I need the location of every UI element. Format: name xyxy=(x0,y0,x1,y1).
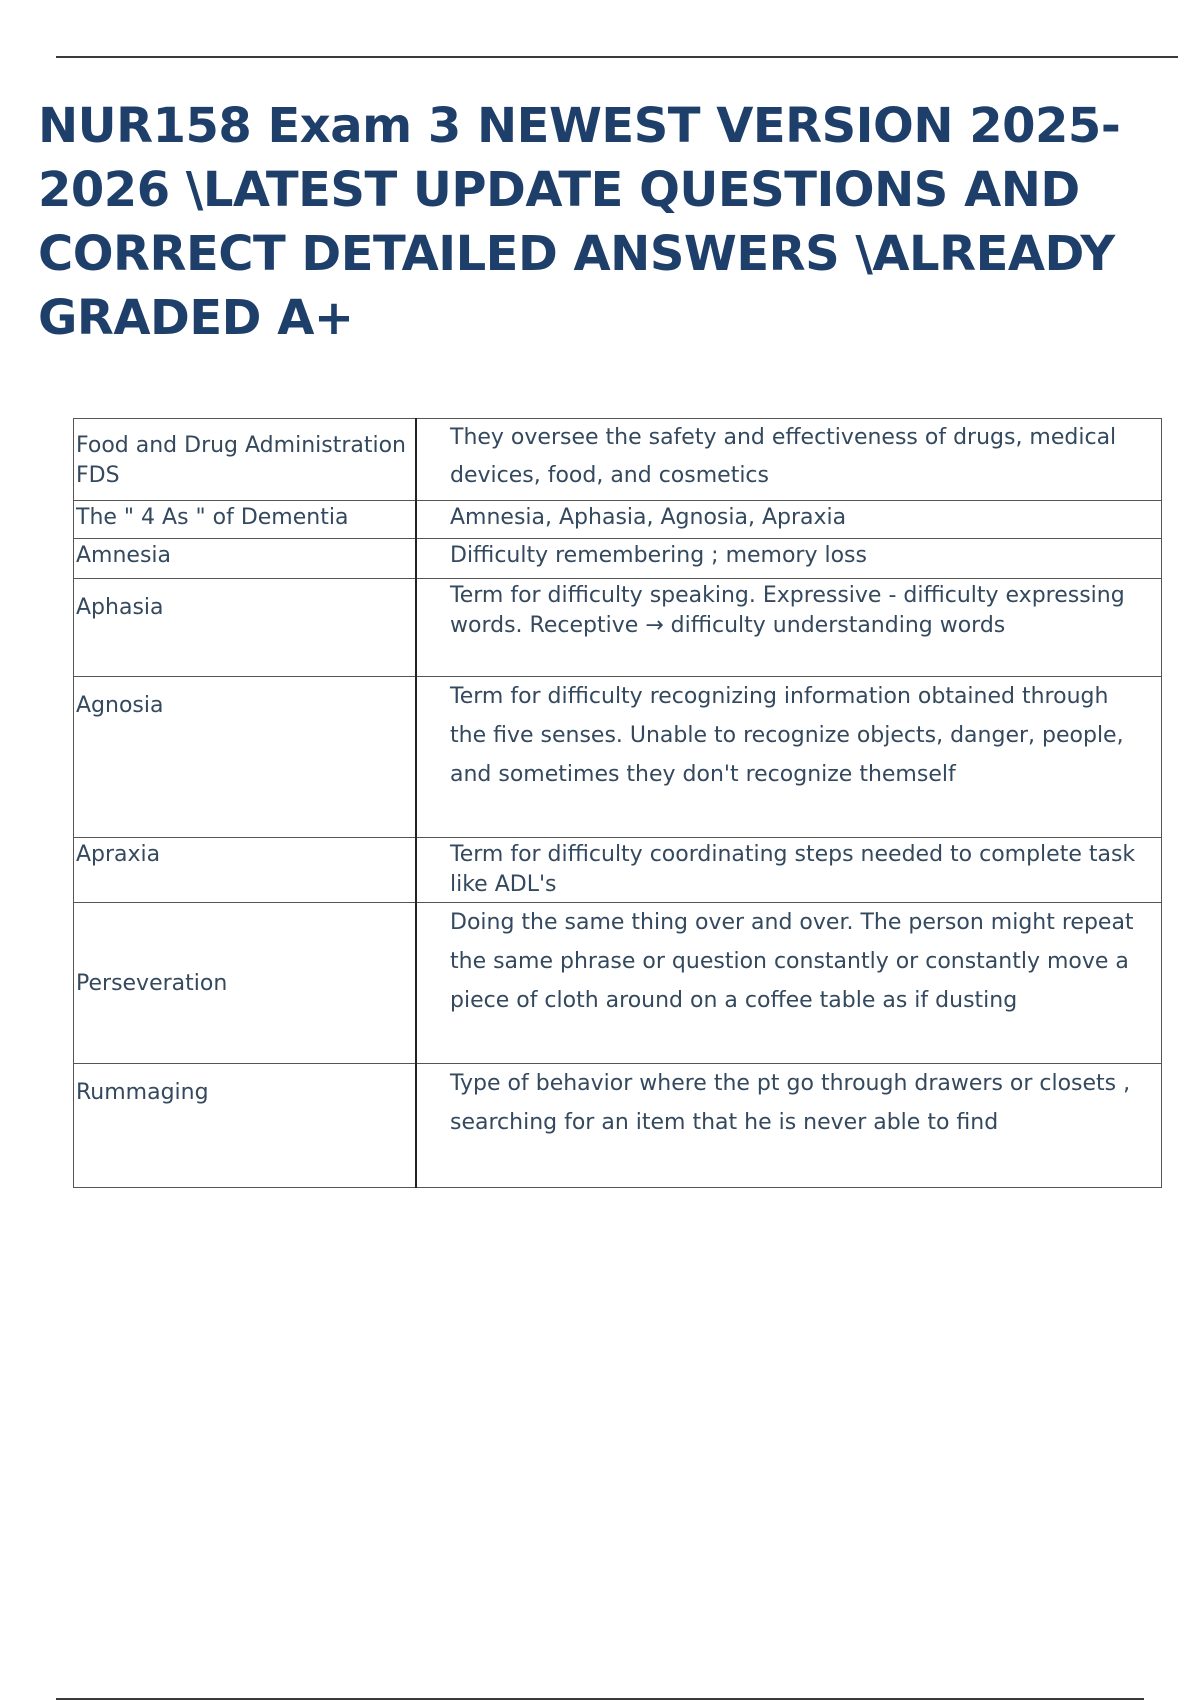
term-cell: Agnosia xyxy=(74,677,417,838)
definition-text: Term for difficulty coordinating steps needed to complete task like ADL's xyxy=(450,842,1136,897)
definition-text: Difficulty remembering ; memory loss xyxy=(450,543,867,568)
terms-table xyxy=(73,418,1162,1188)
definition-cell xyxy=(416,579,1162,677)
definition-cell xyxy=(416,501,1162,539)
definition-cell xyxy=(416,838,1162,903)
definition-cell xyxy=(416,539,1162,579)
term-cell: The " 4 As " of Dementia xyxy=(74,501,417,539)
table-row xyxy=(74,1064,1162,1188)
table-row xyxy=(74,419,1162,501)
term-cell: Food and Drug Administration FDS xyxy=(74,419,417,501)
term-cell: Apraxia xyxy=(74,838,417,903)
definition-text: They oversee the safety and effectiveness of drugs, medical devices, food, and cosmetics xyxy=(450,425,1117,488)
definition-text: Term for difficulty recognizing information obtained through the five senses. Unable to recognize objects, danger, people, and sometimes they don't recognize themself xyxy=(450,684,1124,787)
term-cell: Amnesia xyxy=(74,539,417,579)
table-row xyxy=(74,539,1162,579)
definition-text: Doing the same thing over and over. The person might repeat the same phrase or question constantly or constantly move a piece of cloth around on a coffee table as if dusting xyxy=(450,910,1134,1013)
table-row xyxy=(74,677,1162,838)
table-row xyxy=(74,903,1162,1064)
document-title: NUR158 Exam 3 NEWEST VERSION 2025-2026 \LATEST UPDATE QUESTIONS AND CORRECT DETAILED ANSWERS \ALREADY GRADED A+ xyxy=(38,98,1121,346)
definition-cell xyxy=(416,1064,1162,1188)
table-row xyxy=(74,501,1162,539)
term-cell: Aphasia xyxy=(74,579,417,677)
term-cell: Rummaging xyxy=(74,1064,417,1188)
definition-text: Term for difficulty speaking. Expressive - difficulty expressing words. Receptive → difficulty understanding words xyxy=(450,583,1125,638)
definition-text: Type of behavior where the pt go through drawers or closets , searching for an item that he is never able to find xyxy=(450,1071,1131,1135)
table-row xyxy=(74,579,1162,677)
table-row xyxy=(74,838,1162,903)
term-cell: Perseveration xyxy=(74,903,417,1064)
definition-cell xyxy=(416,419,1162,501)
definition-text: Amnesia, Aphasia, Agnosia, Apraxia xyxy=(450,505,847,530)
definition-cell xyxy=(416,677,1162,838)
top-rule xyxy=(56,56,1178,58)
definition-cell xyxy=(416,903,1162,1064)
